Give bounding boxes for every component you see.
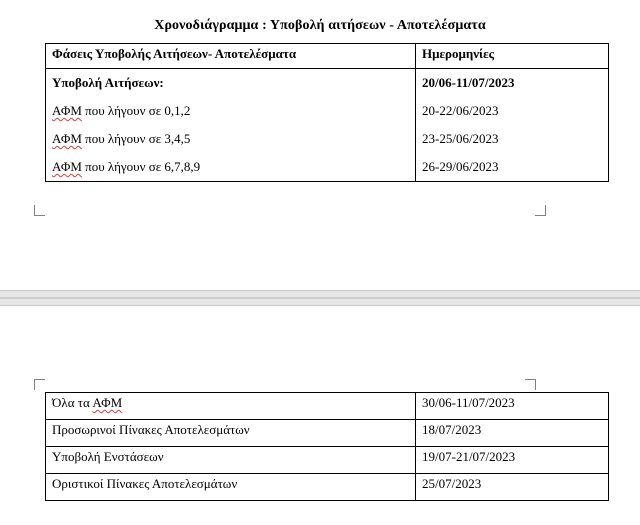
dates-cell: 19/07-21/07/2023 <box>416 447 609 474</box>
page-break-line <box>0 297 640 299</box>
phase-cell <box>46 127 416 155</box>
page-break-separator <box>0 290 640 306</box>
table-row <box>46 155 609 182</box>
dates-cell: 20/06-11/07/2023 <box>416 69 609 100</box>
phase-text: που λήγουν σε 6,7,8,9 <box>81 159 201 174</box>
dates-cell: 23-25/06/2023 <box>416 127 609 155</box>
dates-cell: 18/07/2023 <box>416 420 609 447</box>
phase-cell <box>46 393 416 420</box>
phase-cell: Οριστικοί Πίνακες Αποτελεσμάτων <box>46 474 416 501</box>
document-title: Χρονοδιάγραμμα : Υποβολή αιτήσεων - Αποτελέσματα <box>154 18 486 33</box>
schedule-table-part-1 <box>45 43 609 182</box>
margin-corner-mark <box>34 379 45 390</box>
phase-text: που λήγουν σε 0,1,2 <box>81 103 191 118</box>
margin-corner-mark <box>535 205 546 216</box>
header-dates-cell: Ημερομηνίες <box>416 44 609 69</box>
afm-abbrev: ΑΦΜ <box>52 131 82 146</box>
margin-corner-mark <box>525 379 536 390</box>
margin-corner-mark <box>34 205 45 216</box>
header-phase-cell: Φάσεις Υποβολής Αιτήσεων- Αποτελέσματα <box>46 44 416 69</box>
afm-abbrev: ΑΦΜ <box>92 395 123 410</box>
phase-cell: Υποβολή Αιτήσεων: <box>46 69 416 100</box>
table-row <box>46 393 609 420</box>
table-row <box>46 420 609 447</box>
table-row <box>46 69 609 100</box>
phase-cell <box>46 99 416 127</box>
afm-abbrev: ΑΦΜ <box>52 159 82 174</box>
afm-abbrev: ΑΦΜ <box>52 103 82 118</box>
table-row <box>46 127 609 155</box>
phase-text: Όλα τα <box>52 395 93 410</box>
dates-cell: 30/06-11/07/2023 <box>416 393 609 420</box>
phase-cell: Προσωρινοί Πίνακες Αποτελεσμάτων <box>46 420 416 447</box>
phase-text: που λήγουν σε 3,4,5 <box>81 131 191 146</box>
phase-cell <box>46 155 416 182</box>
table-header-row <box>46 44 609 69</box>
dates-cell: 26-29/06/2023 <box>416 155 609 182</box>
phase-cell: Υποβολή Ενστάσεων <box>46 447 416 474</box>
table-row <box>46 447 609 474</box>
dates-cell: 20-22/06/2023 <box>416 99 609 127</box>
dates-cell: 25/07/2023 <box>416 474 609 501</box>
schedule-table-part-2 <box>45 392 609 501</box>
table-row <box>46 99 609 127</box>
table-row <box>46 474 609 501</box>
